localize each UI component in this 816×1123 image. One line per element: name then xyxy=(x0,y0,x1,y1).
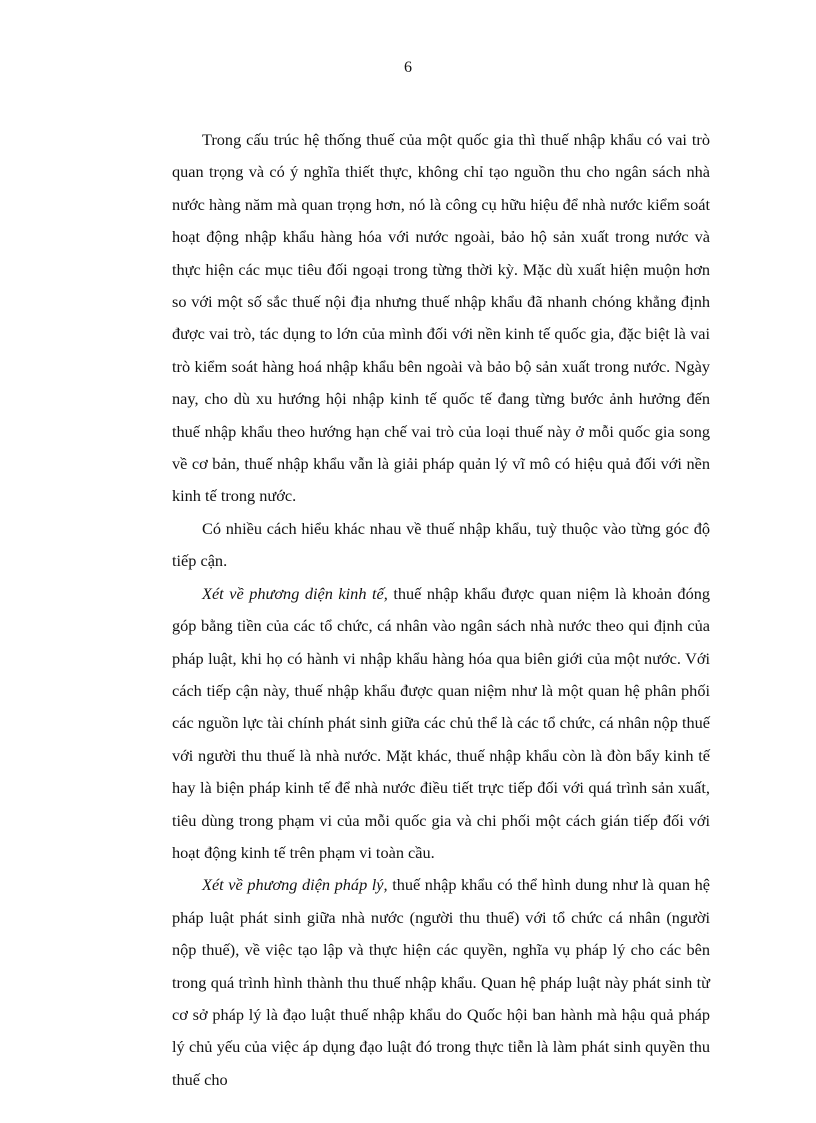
page-number: 6 xyxy=(404,59,412,76)
paragraph-approaches xyxy=(172,513,710,578)
paragraph-text: thuế nhập khẩu được quan niệm là khoản đóng góp bằng tiền của các tổ chức, cá nhân vào ngân sách nhà nước theo qui định của pháp luật, khi họ có hành vi nhập khẩu hàng hóa qua biên giới của một nước. Với cách tiếp cận này, thuế nhập khẩu được quan niệm như là một quan hệ phân phối các nguồn lực tài chính phát sinh giữa các chủ thể là các tổ chức, cá nhân nộp thuế với người thu thuế là nhà nước. Mặt khác, thuế nhập khẩu còn là đòn bẩy kinh tế hay là biện pháp kinh tế để nhà nước điều tiết trực tiếp đối với quá trình sản xuất, tiêu dùng trong phạm vi của mỗi quốc gia và chi phối một cách gián tiếp đối với hoạt động kinh tế trên phạm vi toàn cầu. xyxy=(172,583,710,862)
paragraph-text: Trong cấu trúc hệ thống thuế của một quốc gia thì thuế nhập khẩu có vai trò quan trọng và có ý nghĩa thiết thực, không chỉ tạo nguồn thu cho ngân sách nhà nước hàng năm mà quan trọng hơn, nó là công cụ hữu hiệu để nhà nước kiểm soát hoạt động nhập khẩu hàng hóa với nước ngoài, bảo hộ sản xuất trong nước và thực hiện các mục tiêu đối ngoại trong từng thời kỳ. Mặc dù xuất hiện muộn hơn so với một số sắc thuế nội địa nhưng thuế nhập khẩu đã nhanh chóng khẳng định được vai trò, tác dụng to lớn của mình đối với nền kinh tế quốc gia, đặc biệt là vai trò kiểm soát hàng hoá nhập khẩu bên ngoài và bảo bộ sản xuất trong nước. Ngày nay, cho dù xu hướng hội nhập kinh tế quốc tế đang từng bước ảnh hưởng đến thuế nhập khẩu theo hướng hạn chế vai trò của loại thuế này ở mỗi quốc gia song về cơ bản, thuế nhập khẩu vẫn là giải pháp quản lý vĩ mô có hiệu quả đối với nền kinh tế trong nước. xyxy=(172,130,710,506)
paragraph-text: Có nhiều cách hiểu khác nhau về thuế nhập khẩu, tuỳ thuộc vào từng góc độ tiếp cận. xyxy=(172,518,710,571)
paragraph-text: thuế nhập khẩu có thể hình dung như là quan hệ pháp luật phát sinh giữa nhà nước (người thu thuế) với tổ chức cá nhân (người nộp thuế), về việc tạo lập và thực hiện các quyền, nghĩa vụ pháp lý cho các bên trong quá trình hình thành thu thuế nhập khẩu. Quan hệ pháp luật này phát sinh từ cơ sở pháp lý là đạo luật thuế nhập khẩu do Quốc hội ban hành mà hậu quả pháp lý chủ yếu của việc áp dụng đạo luật đó trong thực tiễn là làm phát sinh quyền thu thuế cho xyxy=(172,875,710,1089)
paragraph-intro xyxy=(172,124,710,513)
document-body xyxy=(172,124,710,1096)
paragraph-economic-aspect xyxy=(172,578,710,870)
paragraph-lead-italic: Xét về phương diện pháp lý, xyxy=(202,875,388,895)
paragraph-legal-aspect xyxy=(172,869,710,1096)
paragraph-lead-italic: Xét về phương diện kinh tế, xyxy=(202,583,388,603)
